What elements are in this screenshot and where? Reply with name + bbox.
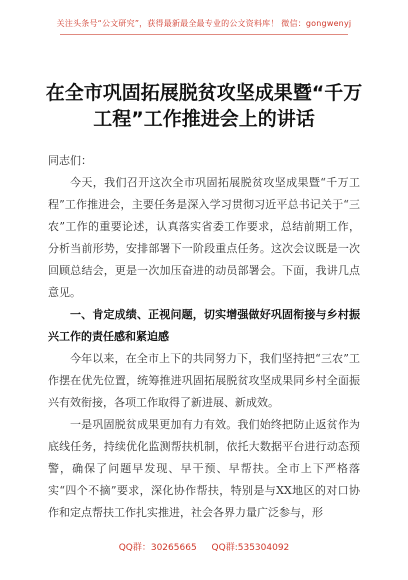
paragraph-first-point: 一是巩固脱贫成果更加有力有效。我们始终把防止返贫作为底线任务，持续优化监测帮扶机制，依托大数据平台进行动态预警，确保了问题早发现、早干预、早帮扶。全市上下严格落实“四个不摘”要求，深化协作帮扶，特别是与XX地区的对口协作和定点帮扶工作扎实推进，社会各界力量广泛参与，形 (48, 418, 360, 519)
document-body (48, 150, 360, 524)
section-heading: 一、肯定成绩、正视问题，切实增强做好巩固衔接与乡村振兴工作的责任感和紧迫感 (48, 308, 360, 343)
paragraph-intro: 今天，我们召开这次全市巩固拓展脱贫攻坚成果暨“千万工程”工作推进会，主要任务是深入学习贯彻习近平总书记关于“三农”工作的重要论述，认真落实省委工作要求，总结前期工作，分析当前形势，安排部署下一阶段重点任务。这次会议既是一次回顾总结会，更是一次加压奋进的动员部署会。下面，我讲几点意见。 (48, 176, 360, 299)
header-promo-note: 关注头条号“公文研究”，获得最新最全最专业的公文资料库！ 微信：gongwenyj (56, 19, 352, 28)
qq-group-2: QQ群:535304092 (211, 543, 290, 553)
header-divider (60, 34, 348, 35)
footer-contact (0, 540, 408, 553)
qq-group-1: QQ群：30265665 (118, 543, 197, 553)
salutation: 同志们： (48, 154, 92, 167)
document-title: 在全市巩固拓展脱贫攻坚成果暨“千万工程”工作推进会上的讲话 (45, 82, 363, 130)
paragraph-progress: 今年以来，在全市上下的共同努力下，我们坚持把“三农”工作摆在优先位置，统筹推进巩固拓展脱贫攻坚成果同乡村全面振兴有效衔接，各项工作取得了新进展、新成效。 (48, 352, 360, 409)
